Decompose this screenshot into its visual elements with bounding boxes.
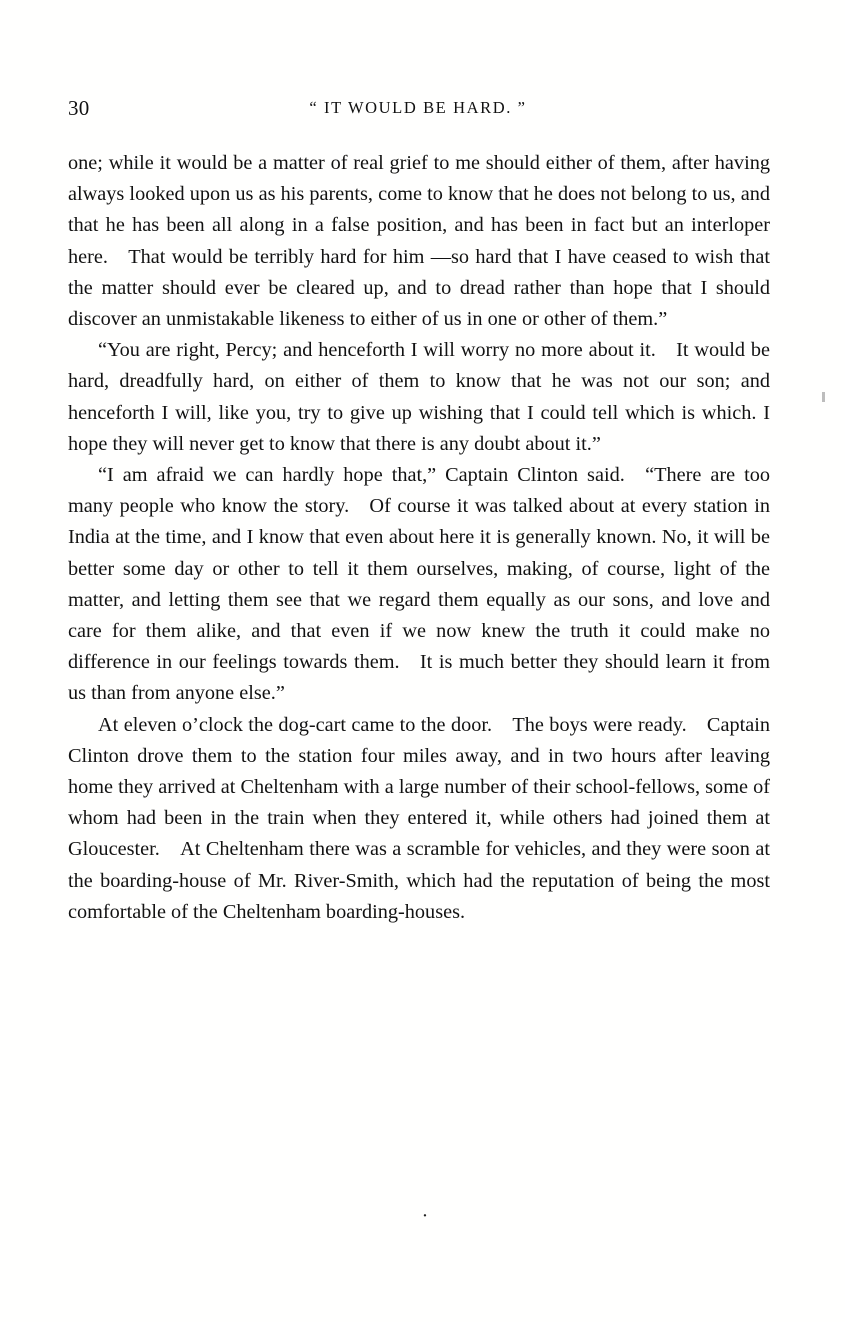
body-text (68, 148, 770, 928)
paragraph: “You are right, Percy; and henceforth I will worry no more about it. It would be hard, dreadfully hard, on either of them to know that he was not our son; and henceforth I will, like you, try to give up wishing that I could tell which is which. I hope they will never get to know that there is any doubt about it.” (68, 339, 770, 455)
page-edge-mark (822, 392, 825, 402)
page-header (68, 96, 768, 124)
page-footer-dot: · (421, 1205, 429, 1227)
paragraph: one; while it would be a matter of real grief to me should either of them, after having always looked upon us as his parents, come to know that he does not belong to us, and that he has been all along in a false position, and has been in fact but an interloper here. That would be terribly hard for him —so hard that I have ceased to wish that the matter should ever be cleared up, and to dread rather than hope that I should discover an unmistakable likeness to either of us in one or other of them.” (68, 152, 770, 331)
page-number: 30 (68, 96, 90, 120)
running-head: “ IT WOULD BE HARD. ” (309, 98, 527, 117)
paragraph: At eleven o’clock the dog-cart came to the door. The boys were ready. Captain Clinton drove them to the station four miles away, and in two hours after leaving home they arrived at Cheltenham with a large number of their school-fellows, some of whom had been in the train when they entered it, while others had joined them at Gloucester. At Cheltenham there was a scramble for vehicles, and they were soon at the boarding-house of Mr. River-Smith, which had the reputation of being the most comfortable of the Cheltenham boarding-houses. (68, 713, 770, 923)
paragraph: “I am afraid we can hardly hope that,” Captain Clinton said. “There are too many people who know the story. Of course it was talked about at every station in India at the time, and I know that even about here it is generally known. No, it will be better some day or other to tell it them ourselves, making, of course, light of the matter, and letting them see that we regard them equally as our sons, and love and care for them alike, and that even if we now knew the truth it could make no difference in our feelings towards them. It is much better they should learn it from us than from anyone else.” (68, 464, 770, 705)
